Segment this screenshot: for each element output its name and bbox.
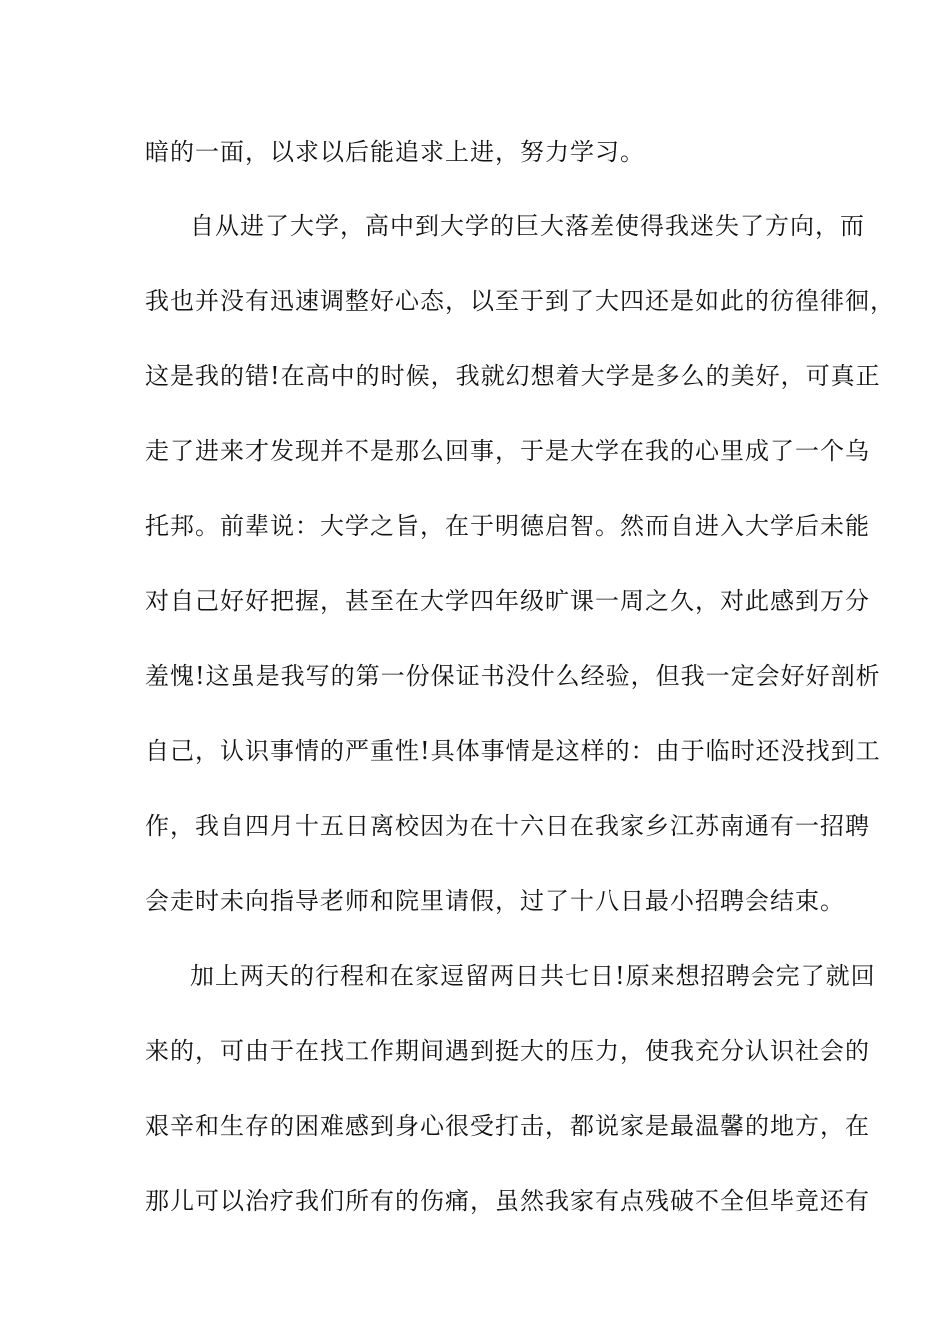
text-line: 对自己好好把握，甚至在大学四年级旷课一周之久，对此感到万分 [145,587,870,615]
text-line: 自己，认识事情的严重性!具体事情是这样的：由于临时还没找到工 [145,737,881,765]
text-line: 这是我的错!在高中的时候，我就幻想着大学是多么的美好，可真正 [145,362,881,390]
text-line: 托邦。前辈说：大学之旨，在于明德启智。然而自进入大学后未能 [145,512,870,540]
text-line: 加上两天的行程和在家逗留两日共七日!原来想招聘会完了就回 [190,962,876,990]
text-line: 羞愧!这虽是我写的第一份保证书没什么经验，但我一定会好好剖析 [145,662,881,690]
text-line: 会走时未向指导老师和院里请假，过了十八日最小招聘会结束。 [145,887,845,915]
text-line: 艰辛和生存的困难感到身心很受打击，都说家是最温馨的地方，在 [145,1112,870,1140]
text-line: 作，我自四月十五日离校因为在十六日在我家乡江苏南通有一招聘 [145,812,870,840]
text-line: 来的，可由于在找工作期间遇到挺大的压力，使我充分认识社会的 [145,1037,870,1065]
text-line: 那儿可以治疗我们所有的伤痛，虽然我家有点残破不全但毕竟还有 [145,1187,870,1215]
text-line: 我也并没有迅速调整好心态，以至于到了大四还是如此的彷徨徘徊， [145,287,895,315]
text-line: 走了进来才发现并不是那么回事，于是大学在我的心里成了一个乌 [145,437,870,465]
text-line: 自从进了大学，高中到大学的巨大落差使得我迷失了方向，而 [190,212,865,240]
text-line: 暗的一面，以求以后能追求上进，努力学习。 [145,138,645,166]
